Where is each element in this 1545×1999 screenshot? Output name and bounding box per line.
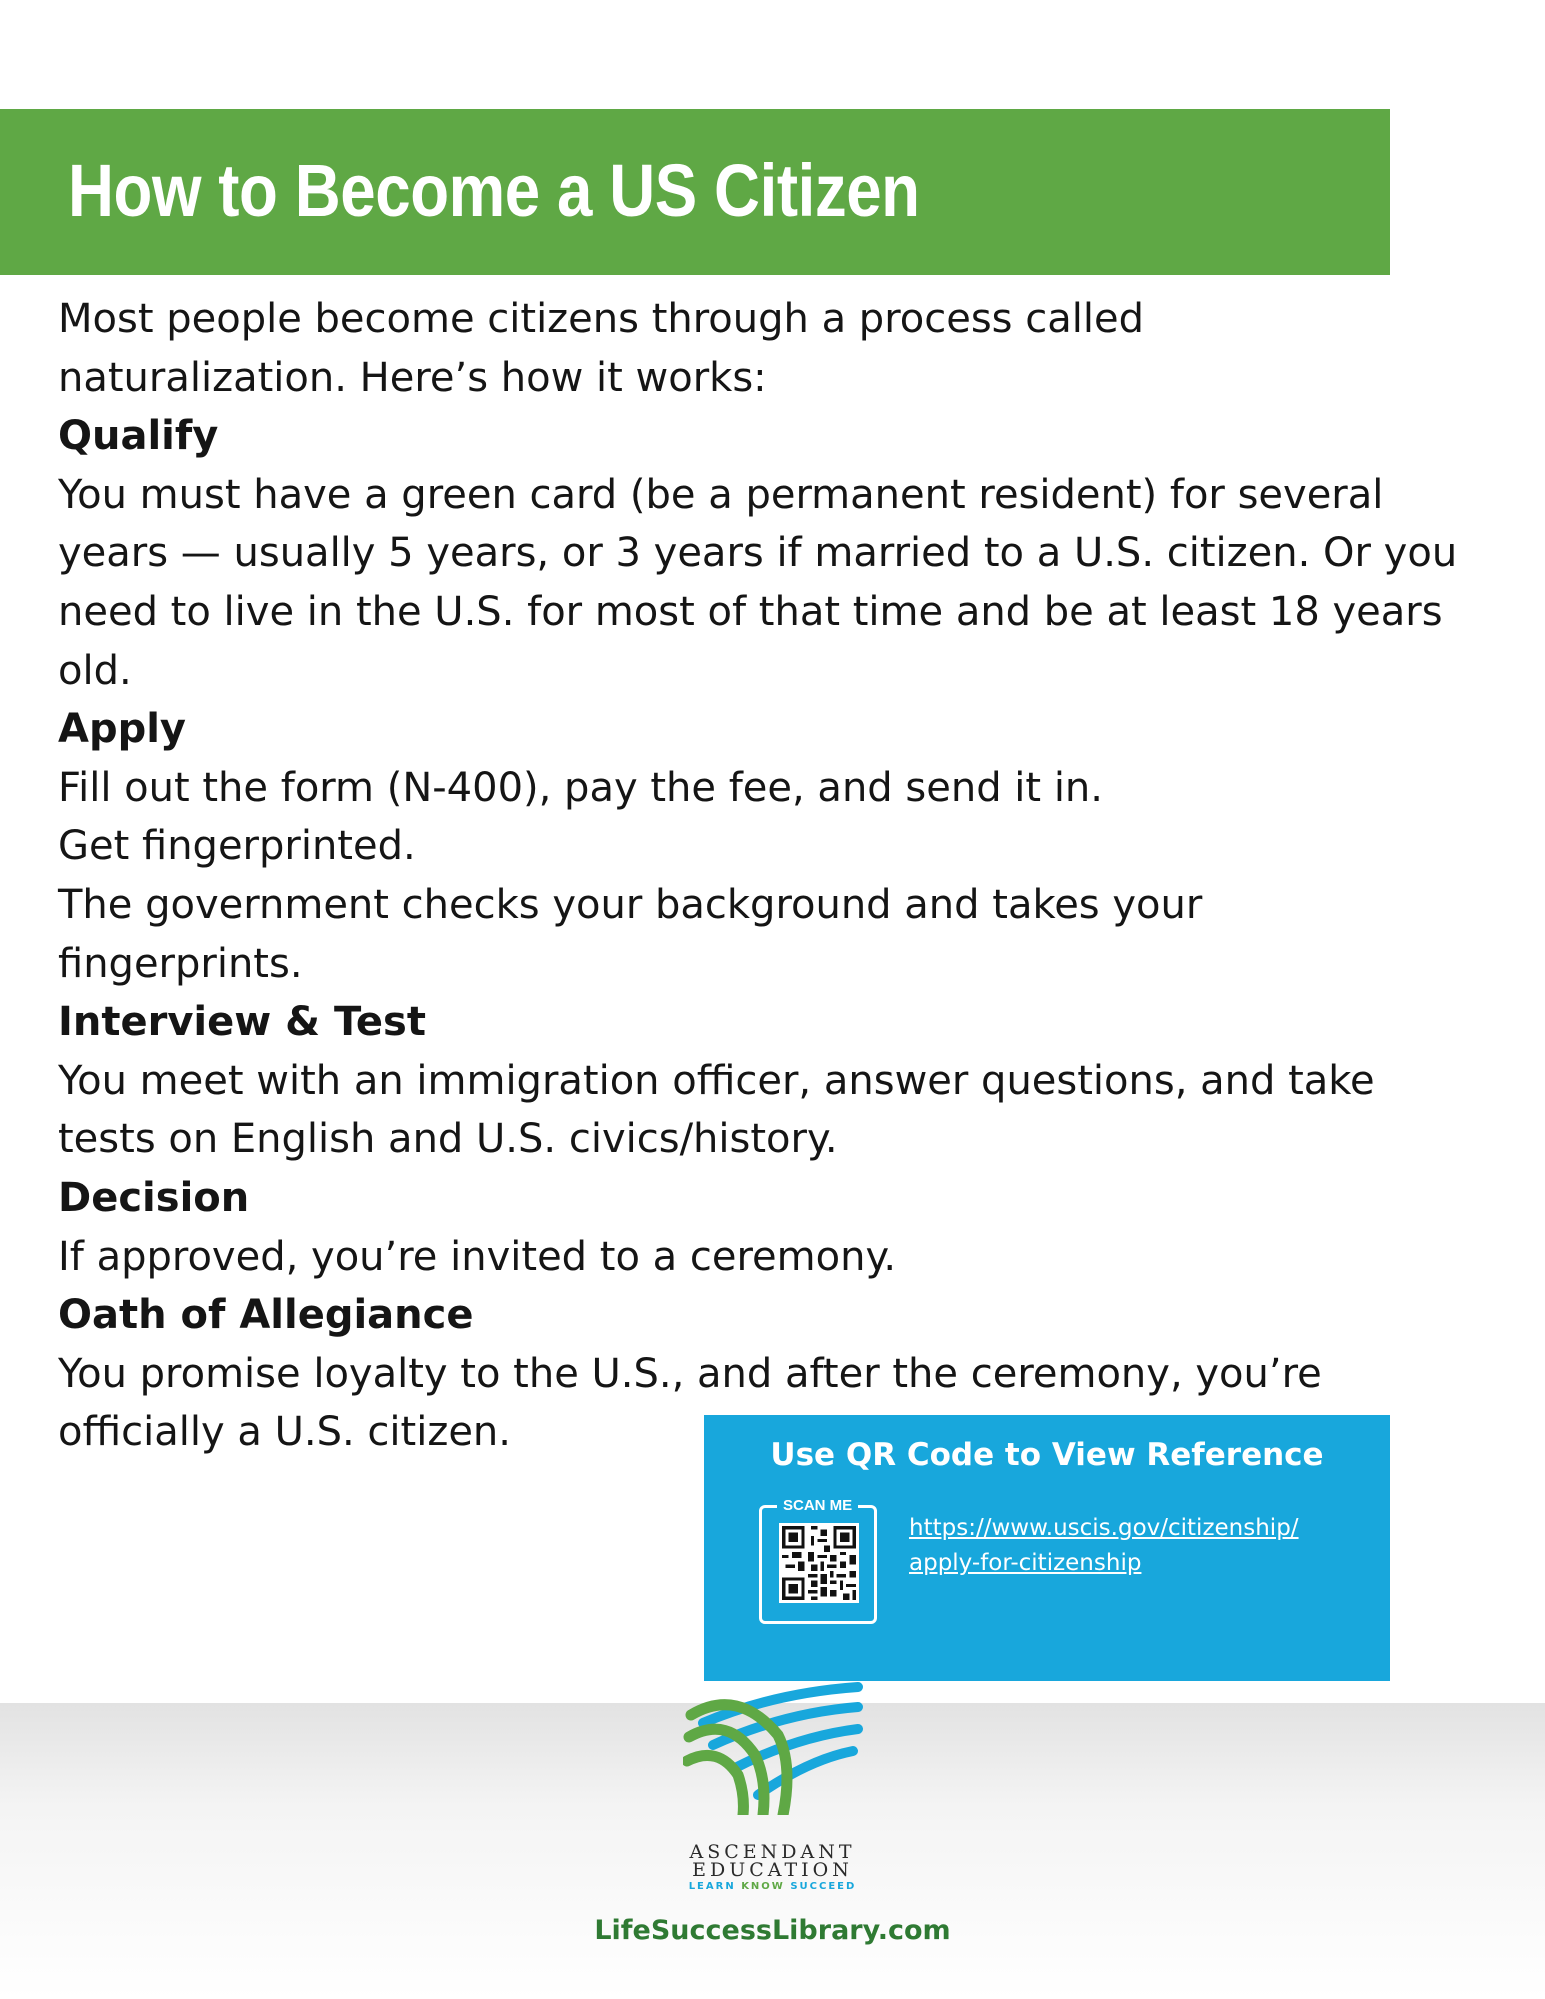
section-heading-oath: Oath of Allegiance (58, 1292, 474, 1339)
interview-text: You meet with an immigration officer, answer questions, and take (58, 1057, 1375, 1104)
article-body (58, 290, 1498, 1462)
intro-line: naturalization. Here’s how it works: (58, 354, 767, 401)
qr-code-icon[interactable] (779, 1523, 859, 1603)
logo-tagline (640, 1880, 905, 1894)
logo-text: ASCENDANT (689, 1841, 856, 1863)
interview-text: tests on English and U.S. civics/history. (58, 1116, 838, 1163)
qr-frame (759, 1497, 877, 1624)
apply-text: The government checks your background and takes your (58, 881, 1203, 928)
reference-url-line[interactable]: https://www.uscis.gov/citizenship/ (909, 1515, 1299, 1541)
qualify-text: years — usually 5 years, or 3 years if married to a U.S. citizen. Or you (58, 530, 1458, 577)
qr-panel-title: Use QR Code to View Reference (770, 1437, 1324, 1473)
footer-website-link[interactable]: LifeSuccessLibrary.com (594, 1915, 951, 1946)
qualify-text: old. (58, 647, 132, 694)
apply-text: Fill out the form (N-400), pay the fee, and send it in. (58, 764, 1103, 811)
page-title: How to Become a US Citizen (68, 149, 920, 232)
qr-reference-panel (704, 1415, 1390, 1681)
apply-text: fingerprints. (58, 940, 303, 987)
apply-text: Get fingerprinted. (58, 823, 416, 870)
ascendant-education-logo-icon (683, 1665, 865, 1815)
section-heading-apply: Apply (58, 706, 187, 753)
section-heading-qualify: Qualify (58, 413, 219, 460)
qualify-text: need to live in the U.S. for most of that time and be at least 18 years (58, 588, 1443, 635)
intro-line: Most people become citizens through a process called (58, 296, 1144, 342)
oath-text: officially a U.S. citizen. (58, 1409, 511, 1456)
reference-url-line[interactable]: apply-for-citizenship (909, 1550, 1142, 1576)
tagline-word: LEARN (688, 1881, 736, 1892)
tagline-word: SUCCEED (790, 1881, 857, 1892)
tagline-word: KNOW (741, 1881, 785, 1892)
section-heading-interview: Interview & Test (58, 999, 426, 1046)
decision-text: If approved, you’re invited to a ceremony. (58, 1233, 897, 1280)
logo-text: EDUCATION (692, 1859, 853, 1881)
oath-text: You promise loyalty to the U.S., and after the ceremony, you’re (58, 1350, 1322, 1397)
qualify-text: You must have a green card (be a permanent resident) for several (58, 471, 1384, 518)
scan-me-label: SCAN ME (777, 1496, 858, 1516)
section-heading-decision: Decision (58, 1174, 250, 1221)
reference-url-link[interactable] (909, 1511, 1359, 1581)
